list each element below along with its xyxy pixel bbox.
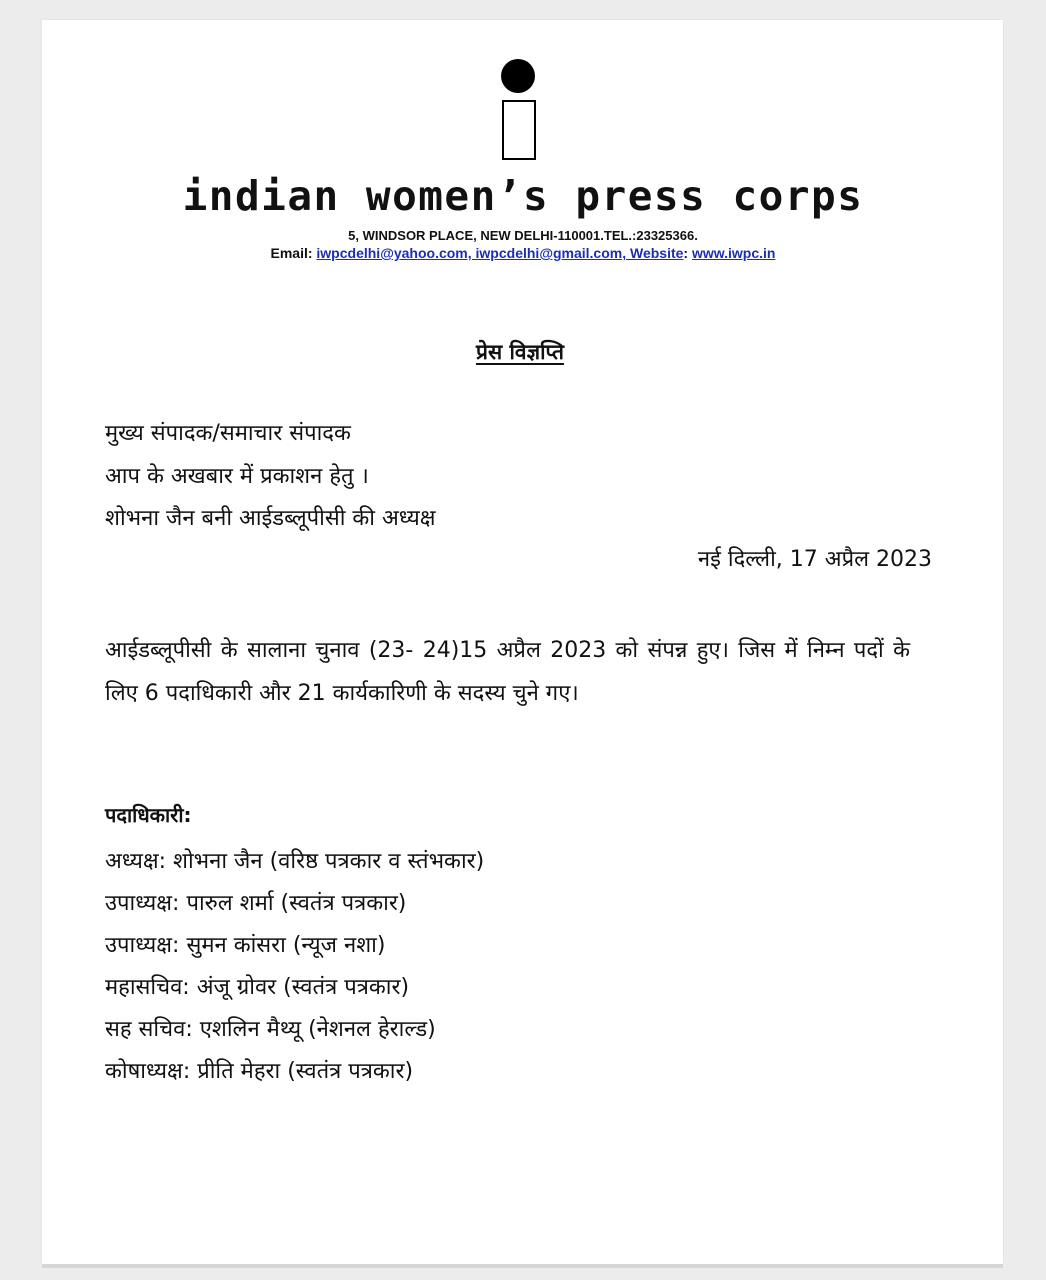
logo-bar-icon bbox=[502, 100, 536, 160]
subject-line: शोभना जैन बनी आईडब्लूपीसी की अध्यक्ष bbox=[105, 506, 436, 531]
org-contact bbox=[0, 245, 1046, 262]
dateline: नई दिल्ली, 17 अप्रैल 2023 bbox=[697, 547, 932, 572]
officer-item: उपाध्यक्ष: पारुल शर्मा (स्वतंत्र पत्रकार) bbox=[105, 891, 407, 916]
officers-heading: पदाधिकारी: bbox=[105, 803, 192, 827]
document-heading: प्रेस विज्ञप्ति bbox=[476, 340, 564, 364]
website-separator: : bbox=[683, 245, 692, 261]
page-bottom-edge bbox=[42, 1264, 1003, 1268]
org-name: indian women’s press corps bbox=[182, 172, 864, 220]
email-label: Email: bbox=[270, 245, 317, 261]
logo-dot-icon bbox=[501, 59, 535, 93]
officer-item: अध्यक्ष: शोभना जैन (वरिष्ठ पत्रकार व स्तंभकार) bbox=[105, 849, 485, 874]
officer-item: सह सचिव: एशलिन मैथ्यू (नेशनल हेराल्ड) bbox=[105, 1017, 436, 1042]
org-address: 5, WINDSOR PLACE, NEW DELHI-110001.TEL.:23325366. bbox=[348, 228, 698, 243]
body-paragraph: आईडब्लूपीसी के सालाना चुनाव (23- 24)15 अप्रैल 2023 को संपन्न हुए। जिस में निम्न पदों के लिए 6 पदाधिकारी और 21 कार्यकारिणी के सदस्य चुने गए। bbox=[105, 638, 910, 706]
officer-item: कोषाध्यक्ष: प्रीति मेहरा (स्वतंत्र पत्रकार) bbox=[105, 1059, 414, 1084]
purpose-line: आप के अखबार में प्रकाशन हेतु । bbox=[105, 464, 369, 489]
recipient-line: मुख्य संपादक/समाचार संपादक bbox=[105, 421, 351, 446]
officers-list bbox=[105, 841, 484, 1093]
website-link[interactable]: www.iwpc.in bbox=[691, 245, 776, 261]
officer-item: उपाध्यक्ष: सुमन कांसरा (न्यूज नशा) bbox=[105, 933, 386, 958]
email-links[interactable]: iwpcdelhi@yahoo.com, iwpcdelhi@gmail.com, Website bbox=[316, 245, 684, 261]
officer-item: महासचिव: अंजू ग्रोवर (स्वतंत्र पत्रकार) bbox=[105, 975, 410, 1000]
